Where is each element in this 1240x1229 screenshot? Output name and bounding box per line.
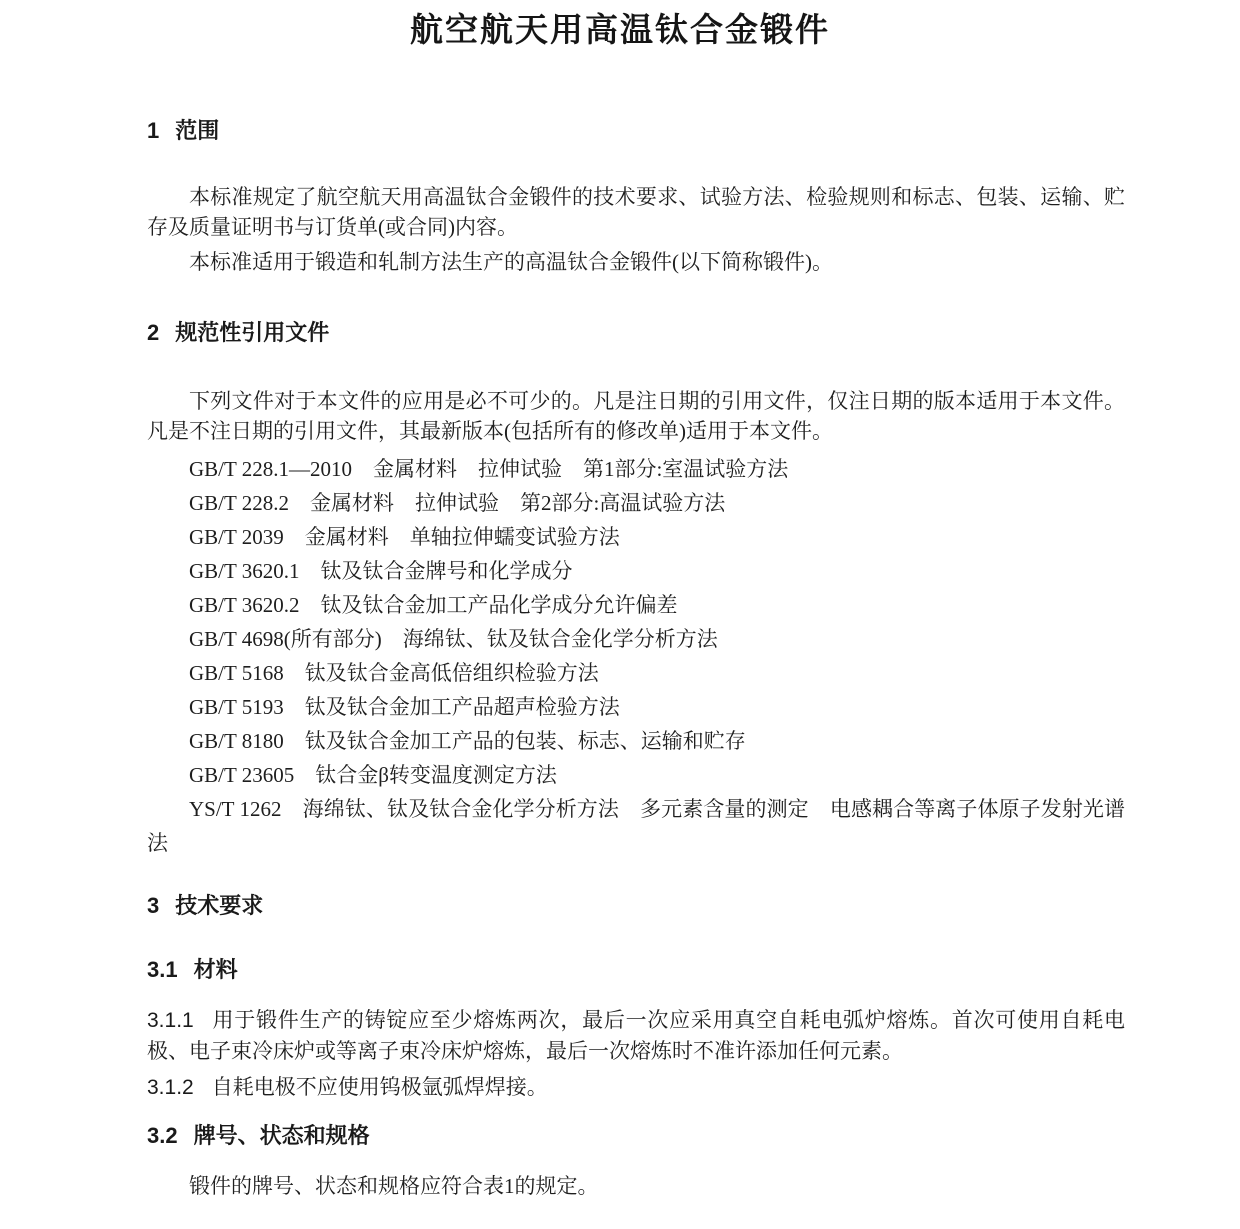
- section-1-number: 1: [147, 118, 160, 143]
- clause-3-1-1-text: 用于锻件生产的铸锭应至少熔炼两次，最后一次应采用真空自耗电弧炉熔炼。首次可使用自耗电极、电子束冷床炉或等离子束冷床炉熔炼，最后一次熔炼时不准许添加任何元素。: [147, 1008, 1125, 1063]
- reference-item: GB/T 5168 钛及钛合金高低倍组织检验方法: [189, 661, 599, 685]
- clause-3-1-2: [147, 1072, 1125, 1103]
- document-title: 航空航天用高温钛合金锻件: [410, 11, 830, 48]
- grade-state-spec-paragraph: 锻件的牌号、状态和规格应符合表1的规定。: [189, 1174, 599, 1198]
- clause-3-1-1: [147, 1005, 1125, 1067]
- section-2-number: 2: [147, 320, 160, 345]
- reference-item: GB/T 228.1—2010 金属材料 拉伸试验 第1部分:室温试验方法: [189, 457, 789, 481]
- section-3-1-label: 材料: [193, 957, 238, 982]
- reference-item: GB/T 4698(所有部分) 海绵钛、钛及钛合金化学分析方法: [189, 627, 718, 651]
- reference-item: GB/T 3620.1 钛及钛合金牌号和化学成分: [189, 559, 573, 583]
- scope-paragraph-1: 本标准规定了航空航天用高温钛合金锻件的技术要求、试验方法、检验规则和标志、包装、运输、贮存及质量证明书与订货单(或合同)内容。: [147, 185, 1125, 239]
- reference-item: YS/T 1262 海绵钛、钛及钛合金化学分析方法 多元素含量的测定 电感耦合等离子体原子发射光谱法: [147, 797, 1125, 855]
- reference-item: GB/T 228.2 金属材料 拉伸试验 第2部分:高温试验方法: [189, 491, 726, 515]
- clause-3-1-2-text: 自耗电极不应使用钨极氩弧焊焊接。: [211, 1075, 548, 1099]
- section-1-label: 范围: [175, 118, 220, 143]
- reference-item: GB/T 3620.2 钛及钛合金加工产品化学成分允许偏差: [189, 593, 678, 617]
- section-2-label: 规范性引用文件: [175, 320, 330, 345]
- references-intro-paragraph: 下列文件对于本文件的应用是必不可少的。凡是注日期的引用文件，仅注日期的版本适用于本文件。凡是不注日期的引用文件，其最新版本(包括所有的修改单)适用于本文件。: [147, 389, 1125, 443]
- reference-item: GB/T 5193 钛及钛合金加工产品超声检验方法: [189, 695, 620, 719]
- references-list: [147, 452, 1125, 860]
- scope-paragraph-2: 本标准适用于锻造和轧制方法生产的高温钛合金锻件(以下简称锻件)。: [189, 250, 833, 274]
- reference-item: GB/T 23605 钛合金β转变温度测定方法: [189, 763, 557, 787]
- section-3-1-number: 3.1: [147, 957, 178, 982]
- clause-3-1-2-number: 3.1.2: [147, 1076, 194, 1099]
- reference-item: GB/T 8180 钛及钛合金加工产品的包装、标志、运输和贮存: [189, 729, 746, 753]
- section-3-number: 3: [147, 893, 160, 918]
- section-3-1-heading: [147, 957, 1125, 983]
- section-3-2-label: 牌号、状态和规格: [193, 1123, 370, 1148]
- section-2-heading: [147, 320, 1125, 346]
- section-1-heading: [147, 118, 1125, 144]
- reference-item: GB/T 2039 金属材料 单轴拉伸蠕变试验方法: [189, 525, 620, 549]
- section-3-2-heading: [147, 1123, 1125, 1149]
- section-3-2-number: 3.2: [147, 1123, 178, 1148]
- section-3-heading: [147, 893, 1125, 919]
- section-3-label: 技术要求: [175, 893, 264, 918]
- clause-3-1-1-number: 3.1.1: [147, 1009, 194, 1032]
